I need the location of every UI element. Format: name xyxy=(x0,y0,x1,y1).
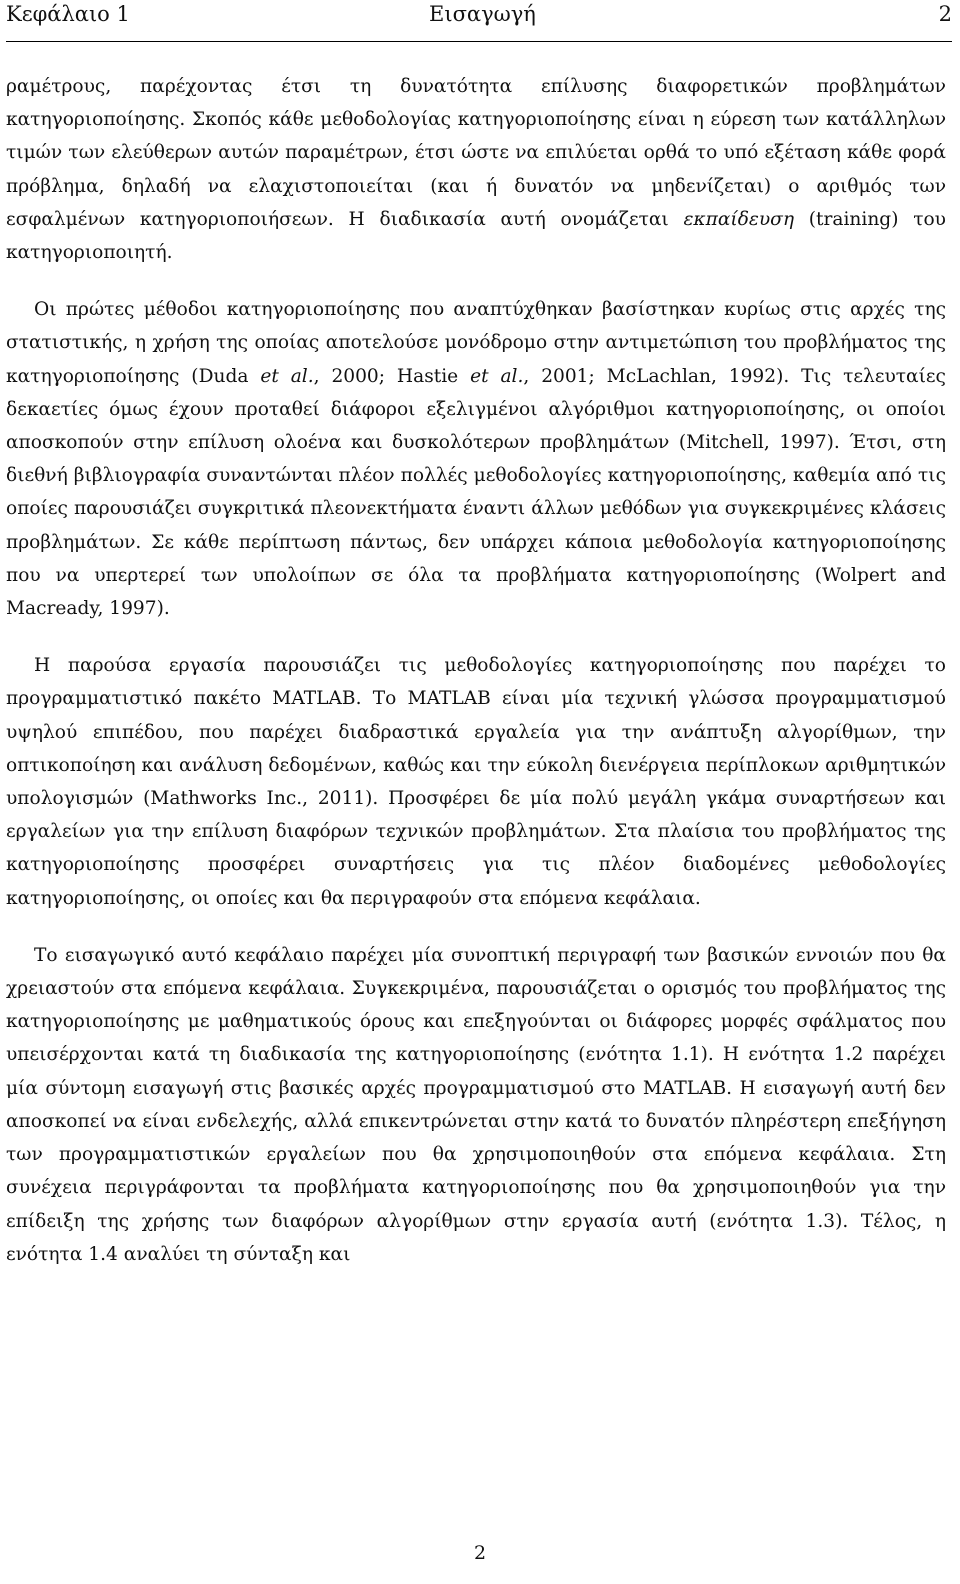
running-header xyxy=(6,0,952,30)
paragraph-1-text-a: ραμέτρους, παρέχοντας έτσι τη δυνατότητα επίλυσης διαφορετικών προβλημάτων κατηγοριοποίησης. Σκοπός κάθε μεθοδολογίας κατηγοριοποίησης είναι η εύρεση των κατάλληλων τιμών των ελεύθερων αυτών παραμέτρων, έτσι ώστε να επιλύεται ορθά το υπό εξέταση κάθε φορά πρόβλημα, δηλαδή να ελαχιστοποιείται (και ή δυνατόν να μηδενίζεται) ο αριθμός των εσφαλμένων κατηγοριοποιήσεων. Η διαδικασία αυτή ονομάζεται xyxy=(6,76,946,230)
paragraph-2-text-c: , 2001; McLachlan, 1992). Τις τελευταίες δεκαετίες όμως έχουν προταθεί διάφοροι εξελιγμένοι αλγόριθμοι κατηγοριοποίησης, οι οποίοι αποσκοπούν στην επίλυση ολοένα και δυσκολότερων προβλημάτων (Mitchell, 1997). Έτσι, στη διεθνή βιβλιογραφία συναντώνται πλέον πολλές μεθοδολογίες κατηγοριοποίησης, καθεμία από τις οποίες παρουσιάζει συγκριτικά πλεονεκτήματα έναντι άλλων μεθόδων για συγκεκριμένες κλάσεις προβλημάτων. Σε κάθε περίπτωση πάντως, δεν υπάρχει κάποια μεθοδολογία κατηγοριοποίησης που να υπερτερεί των υπολοίπων σε όλα τα προβλήματα κατηγοριοποίησης (Wolpert and Macready, 1997). xyxy=(6,365,946,620)
body-text xyxy=(6,70,946,1271)
paragraph-2-text-b: , 2000; Hastie xyxy=(313,365,471,387)
footer-page-number: 2 xyxy=(473,1542,487,1564)
chapter-label: Κεφάλαιο 1 xyxy=(6,2,130,26)
header-page-number: 2 xyxy=(938,2,952,26)
paragraph-1-text-b: (training) του κατηγοριοποιητή. xyxy=(6,208,946,264)
paragraph-2-text-a: Οι πρώτες μέθοδοι κατηγοριοποίησης που αναπτύχθηκαν βασίστηκαν κυρίως στις αρχές της στατιστικής, η χρήση της οποίας αποτελούσε μονόδρομο στην αντιμετώπιση του προβλήματος της κατηγοριοποίησης (Duda xyxy=(6,299,946,387)
paragraph-1 xyxy=(6,70,946,269)
citation-et-al-1: et al. xyxy=(260,365,314,387)
paragraph-4: Το εισαγωγικό αυτό κεφάλαιο παρέχει μία συνοπτική περιγραφή των βασικών εννοιών που θα χρειαστούν στα επόμενα κεφάλαια. Συγκεκριμένα, παρουσιάζεται ο ορισμός του προβλήματος της κατηγοριοποίησης με μαθηματικούς όρους και επεξηγούνται οι διάφορες μορφές σφάλματος που υπεισέρχονται κατά τη διαδικασία της κατηγοριοποίησης (ενότητα 1.1). Η ενότητα 1.2 παρέχει μία σύντομη εισαγωγή στις βασικές αρχές προγραμματισμού στο MATLAB. Η εισαγωγή αυτή δεν αποσκοπεί να είναι ενδελεχής, αλλά επικεντρώνεται στην κατά το δυνατόν πληρέστερη επεξήγηση των προγραμματιστικών εργαλείων που θα χρησιμοποιηθούν στα επόμενα κεφάλαια. Στη συνέχεια περιγράφονται τα προβλήματα κατηγοριοποίησης που θα χρησιμοποιηθούν για την επίδειξη της χρήσης των διαφόρων αλγορίθμων στην εργασία αυτή (ενότητα 1.3). Τέλος, η ενότητα 1.4 αναλύει τη σύνταξη και xyxy=(6,944,946,1265)
term-training: εκπαίδευση xyxy=(683,208,794,230)
citation-et-al-2: et al. xyxy=(470,365,524,387)
paragraph-2 xyxy=(6,293,946,625)
paragraph-3: Η παρούσα εργασία παρουσιάζει τις μεθοδολογίες κατηγοριοποίησης που παρέχει το προγραμματιστικό πακέτο MATLAB. Το MATLAB είναι μία τεχνική γλώσσα προγραμματισμού υψηλού επιπέδου, που παρέχει διαδραστικά εργαλεία για την ανάπτυξη αλγορίθμων, την οπτικοποίηση και ανάλυση δεδομένων, καθώς και την εύκολη διενέργεια περίπλοκων αριθμητικών υπολογισμών (Mathworks Inc., 2011). Προσφέρει δε μία πολύ μεγάλη γκάμα συναρτήσεων και εργαλείων για την επίλυση διαφόρων τεχνικών προβλημάτων. Στα πλαίσια του προβλήματος της κατηγοριοποίησης προσφέρει συναρτήσεις για τις πλέον διαδομένες μεθοδολογίες κατηγοριοποίησης, οι οποίες και θα περιγραφούν στα επόμενα κεφάλαια. xyxy=(6,655,946,909)
header-rule xyxy=(6,41,952,42)
chapter-title: Εισαγωγή xyxy=(429,2,536,26)
